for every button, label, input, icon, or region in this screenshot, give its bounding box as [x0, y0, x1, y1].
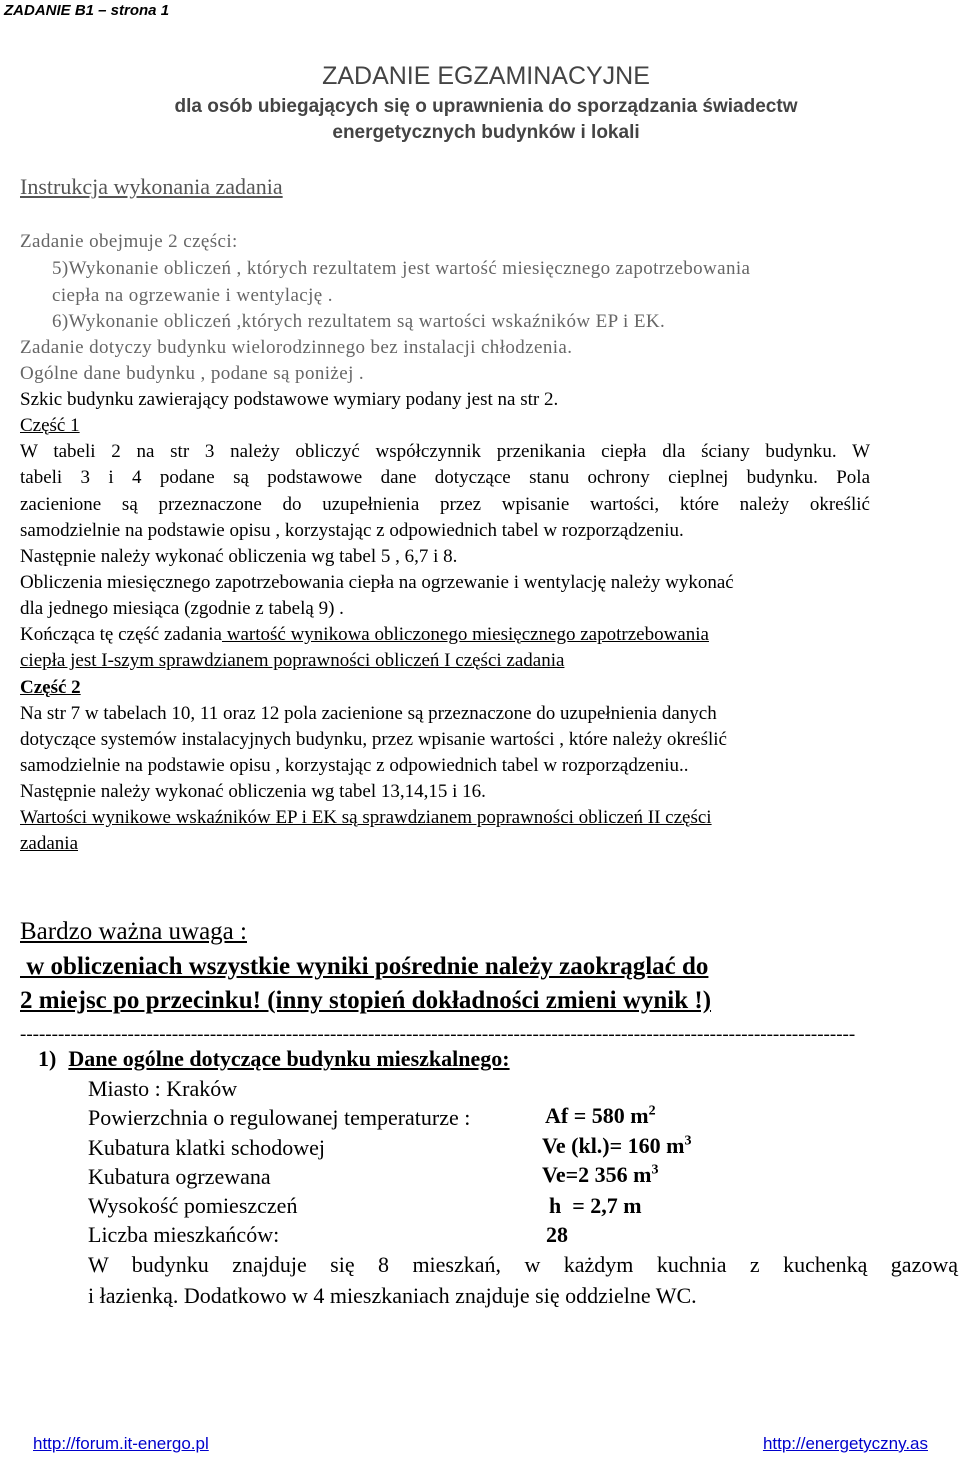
data-row-label: Kubatura ogrzewana — [88, 1164, 271, 1189]
part1-heading: Część 1 — [20, 415, 80, 436]
instruction-line: Zadanie obejmuje 2 części: — [20, 231, 238, 252]
building-description-line: i łazienką. Dodatkowo w 4 mieszkaniach znajduje się oddzielne WC. — [88, 1283, 697, 1308]
instruction-heading: Instrukcja wykonania zadania — [20, 174, 283, 199]
data-row-label: Kubatura klatki schodowej — [88, 1135, 326, 1160]
footer-link-energetyczny[interactable]: http://energetyczny.as — [762, 1434, 928, 1453]
data-row-label: Wysokość pomieszczeń — [88, 1193, 298, 1218]
part1-line: samodzielnie na podstawie opisu , korzystając z odpowiednich tabel w rozporządzeniu. — [20, 520, 684, 541]
part1-line: W tabeli 2 na str 3 należy obliczyć współczynnik przenikania ciepła dla ściany budynku. W — [20, 441, 870, 462]
part1-closing-plain: Kończąca tę część zadania — [20, 624, 222, 645]
data-row-value: Ve (kl.)= 160 $m^3$ — [542, 1133, 692, 1158]
part1-line: Następnie należy wykonać obliczenia wg tabel 5 , 6,7 i 8. — [20, 546, 458, 567]
instruction-line: ciepła na ogrzewanie i wentylację . — [52, 285, 333, 306]
part1-line: Obliczenia miesięcznego zapotrzebowania ciepła na ogrzewanie i wentylację należy wykonać — [20, 572, 734, 593]
instruction-line: Ogólne dane budynku , podane są poniżej . — [20, 363, 365, 384]
footer-link-forum[interactable]: http://forum.it-energo.pl — [33, 1434, 209, 1453]
part1-closing-underlined: wartość wynikowa obliczonego miesięcznego zapotrzebowania — [222, 624, 709, 645]
part2-heading: Część 2 — [20, 677, 81, 698]
part2-line: Następnie należy wykonać obliczenia wg tabel 13,14,15 i 16. — [20, 781, 486, 802]
data-row-label: Powierzchnia o regulowanej temperaturze : — [88, 1105, 471, 1130]
data-row-label: Liczba mieszkańców: — [88, 1222, 280, 1247]
data-row-value: h = 2,7 m — [549, 1193, 642, 1218]
warning-line: w obliczeniach wszystkie wyniki pośrednie należy zaokrąglać do — [20, 953, 709, 980]
part2-line: dotyczące systemów instalacyjnych budynku, przez wpisanie wartości , które należy określić — [20, 729, 727, 750]
building-description-line: W budynku znajduje się 8 mieszkań, w każdym kuchnia z kuchenką gazową — [88, 1252, 958, 1277]
data-row-value: 28 — [546, 1222, 568, 1247]
separator: ------------------------------------------------------------------------------------------------------------------------------------ — [20, 1024, 856, 1045]
instruction-line: 5)Wykonanie obliczeń , których rezultatem jest wartość miesięcznego zapotrzebowania — [52, 258, 751, 279]
part2-closing-line2: zadania — [20, 833, 79, 854]
instruction-line: Zadanie dotyczy budynku wielorodzinnego bez instalacji chłodzenia. — [20, 337, 573, 358]
city-row: Miasto : Kraków — [88, 1076, 238, 1101]
instruction-line: Szkic budynku zawierający podstawowe wymiary podany jest na str 2. — [20, 389, 559, 410]
part1-line: zacienione są przeznaczone do uzupełnienia przez wpisanie wartości, które należy określić — [20, 494, 870, 515]
part1-line: dla jednego miesiąca (zgodnie z tabelą 9) . — [20, 598, 344, 619]
page-header: ZADANIE B1 – strona 1 — [4, 2, 170, 19]
part1-line: tabeli 3 i 4 podane są podstawowe dane dotyczące stanu ochrony cieplnej budynku. Pola — [20, 467, 870, 488]
section1-heading — [38, 1046, 510, 1072]
part2-closing-line1: Wartości wynikowe wskaźników EP i EK są sprawdzianem poprawności obliczeń II części — [20, 807, 712, 828]
data-row-value: Ve=2 356 $m^3$ — [542, 1162, 659, 1187]
part1-closing-line2: ciepła jest I-szym sprawdzianem poprawności obliczeń I części zadania — [20, 650, 565, 671]
warning-line: 2 miejsc po przecinku! (inny stopień dokładności zmieni wynik !) — [20, 987, 712, 1014]
data-row-value: Af = 580 $m^2$ — [545, 1103, 656, 1128]
exam-title: ZADANIE EGZAMINACYJNE — [322, 62, 650, 90]
section1-title: Dane ogólne dotyczące budynku mieszkalnego: — [68, 1046, 510, 1071]
exam-subtitle-line2: energetycznych budynków i lokali — [332, 122, 640, 143]
part2-line: samodzielnie na podstawie opisu , korzystając z odpowiednich tabel w rozporządzeniu.. — [20, 755, 689, 776]
instruction-line: 6)Wykonanie obliczeń ,których rezultatem są wartości wskaźników EP i EK. — [52, 311, 666, 332]
warning-heading: Bardzo ważna uwaga : — [20, 918, 247, 945]
part2-line: Na str 7 w tabelach 10, 11 oraz 12 pola zacienione są przeznaczone do uzupełnienia danych — [20, 703, 717, 724]
part1-closing — [20, 624, 709, 646]
exam-subtitle-line1: dla osób ubiegających się o uprawnienia do sporządzania świadectw — [174, 96, 798, 117]
section1-number: 1) — [38, 1046, 57, 1071]
